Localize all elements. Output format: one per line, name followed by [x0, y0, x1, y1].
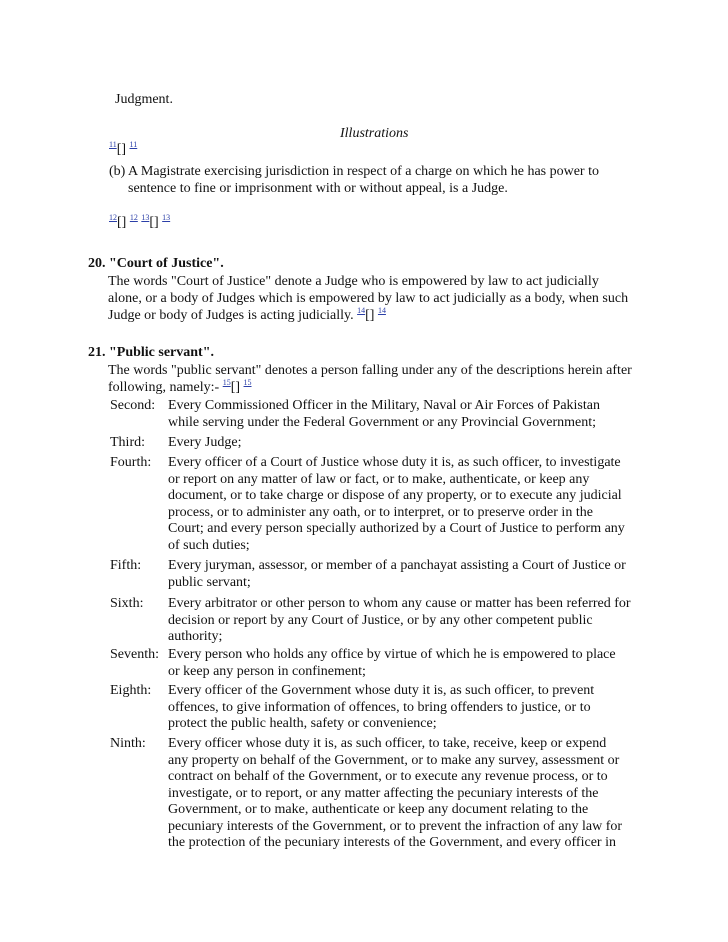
footnote-group-11	[109, 142, 137, 159]
section-20-line1: The words "Court of Justice" denote a Judge who is empowered by law to act judicially	[108, 274, 599, 289]
footnote-bracket: []	[117, 215, 127, 230]
item-text	[168, 455, 646, 554]
item-text	[168, 683, 646, 733]
item-sixth	[110, 596, 650, 647]
item-label: Second:	[110, 398, 156, 413]
item-label: Ninth:	[110, 736, 146, 751]
item-label: Sixth:	[110, 596, 144, 611]
footnote-link-14-ref[interactable]: 14	[377, 306, 386, 315]
item-text	[168, 596, 646, 646]
item-line: authority;	[168, 629, 223, 644]
section-20-line3: Judge or body of Judges is acting judicially.	[108, 308, 354, 323]
item-line: Every juryman, assessor, or member of a panchayat assisting a Court of Justice or	[168, 558, 626, 573]
footnote-link-12[interactable]: 12	[109, 213, 117, 222]
item-line: pecuniary interests of the Government, or to prevent the infraction of any law for	[168, 818, 623, 834]
footnote-link-15-ref[interactable]: 15	[243, 378, 252, 387]
item-label: Fourth:	[110, 455, 152, 470]
item-line: Every Commissioned Officer in the Military, Naval or Air Forces of Pakistan	[168, 398, 600, 413]
illustration-b-line2: sentence to fine or imprisonment with or without appeal, is a Judge.	[128, 181, 508, 196]
item-label: Third:	[110, 435, 145, 450]
footnote-link-13-ref[interactable]: 13	[162, 213, 171, 222]
item-text	[168, 435, 646, 452]
section-20-line3-wrap	[108, 308, 648, 325]
item-fourth	[110, 455, 650, 557]
item-line: process, or to administer any oath, or to interpret, or to preserve order in the	[168, 504, 593, 520]
illustrations-heading: Illustrations	[340, 126, 409, 141]
footnote-link-11-ref[interactable]: 11	[129, 140, 138, 149]
item-line: any property on behalf of the Government, or to make any survey, assessment or	[168, 752, 620, 768]
item-line: Every officer whose duty it is, as such officer, to take, receive, keep or expend	[168, 736, 607, 751]
item-line: offences, to give information of offences, to bring offenders to justice, or to	[168, 699, 591, 715]
footnote-link-11[interactable]: 11	[109, 140, 117, 149]
item-fifth	[110, 558, 650, 592]
item-line: protect the public health, safety or convenience;	[168, 716, 437, 731]
footnote-link-13[interactable]: 13	[141, 213, 150, 222]
item-label: Seventh:	[110, 647, 159, 662]
item-line: Every arbitrator or other person to whom any cause or matter has been referred for	[168, 596, 631, 611]
judgment-text: Judgment.	[115, 92, 173, 107]
item-seventh	[110, 647, 650, 681]
item-line: contract on behalf of the Government, or to execute any revenue process, or to	[168, 769, 608, 784]
item-line: public servant;	[168, 574, 251, 590]
item-line: Every officer of the Government whose duty it is, as such officer, to prevent	[168, 683, 595, 698]
footnote-bracket: []	[365, 308, 375, 323]
item-line: document, or to take charge or dispose of any property, or to execute any judicial	[168, 488, 622, 503]
item-line: Every officer of a Court of Justice whose duty it is, as such officer, to investigate	[168, 455, 621, 470]
footnote-group-12-13	[109, 215, 170, 232]
item-line: Every Judge;	[168, 435, 242, 450]
section-21-line2: following, namely:-	[108, 380, 220, 395]
item-line: of such duties;	[168, 537, 250, 553]
item-line: Court; and every person specially authorized by a Court of Justice to perform any	[168, 521, 625, 536]
section-21-heading: 21. "Public servant".	[88, 345, 214, 360]
item-line: or report on any matter of law or fact, or to make, authenticate, or keep any	[168, 471, 590, 487]
item-label: Fifth:	[110, 558, 142, 573]
item-ninth	[110, 736, 650, 855]
illustration-b-line1: (b) A Magistrate exercising jurisdiction in respect of a charge on which he has power to	[109, 164, 599, 179]
section-21-line1: The words "public servant" denotes a person falling under any of the descriptions herein after	[108, 363, 632, 378]
item-text	[168, 736, 646, 852]
footnote-bracket: []	[149, 215, 159, 230]
footnote-link-15[interactable]: 15	[222, 378, 231, 387]
item-eighth	[110, 683, 650, 734]
item-line: the protection of the pecuniary interests of the Government, and every officer in	[168, 835, 616, 850]
item-line: or keep any person in confinement;	[168, 663, 366, 679]
section-20-line2: alone, or a body of Judges which is empowered by law to act judicially as a body, when such	[108, 291, 629, 306]
item-line: Every person who holds any office by virtue of which he is empowered to place	[168, 647, 616, 662]
item-line: decision or report by any Court of Justice, or by any other competent public	[168, 612, 593, 628]
item-text	[168, 647, 646, 680]
footnote-bracket: []	[116, 142, 127, 157]
footnote-link-14[interactable]: 14	[357, 306, 366, 315]
item-label: Eighth:	[110, 683, 152, 698]
item-text	[168, 558, 646, 591]
item-line: while serving under the Federal Government or any Provincial Government;	[168, 414, 597, 430]
footnote-link-12-ref[interactable]: 12	[129, 213, 138, 222]
section-21-line2-wrap	[108, 380, 648, 397]
item-line: Government, or to make, authenticate or keep any document relating to the	[168, 802, 589, 817]
footnote-bracket: []	[230, 380, 241, 395]
item-third	[110, 435, 650, 452]
item-text	[168, 398, 646, 431]
item-second	[110, 398, 650, 432]
section-20-heading: 20. "Court of Justice".	[88, 256, 224, 271]
item-line: investigate, or to report, or any matter affecting the pecuniary interests of the	[168, 785, 599, 801]
